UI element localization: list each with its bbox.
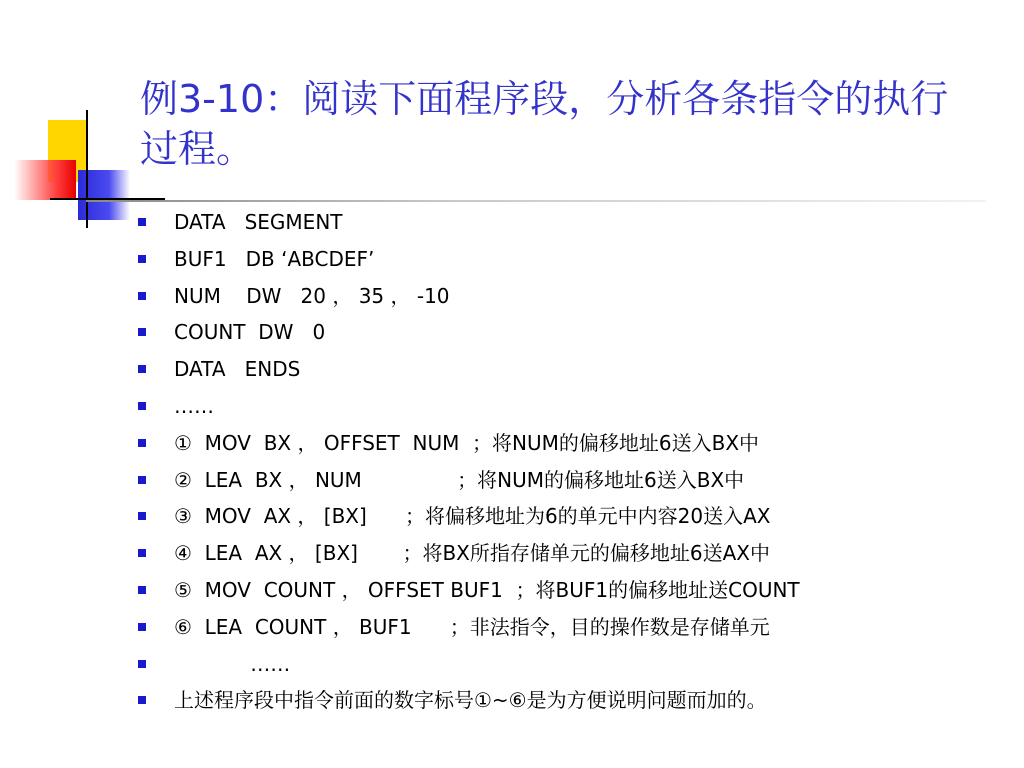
list-item: [138, 204, 998, 241]
list-item: [138, 278, 998, 315]
list-item: [138, 572, 998, 609]
list-item: [138, 462, 998, 499]
title-divider: [86, 200, 986, 202]
square-bullet-icon: [138, 218, 146, 226]
list-item: [138, 388, 998, 425]
list-item-text: ③ MOV AX ， [BX] ；将偏移地址为6的单元中内容20送入AX: [174, 504, 771, 529]
list-item: [138, 351, 998, 388]
square-bullet-icon: [138, 623, 146, 631]
list-item-text: COUNT DW 0: [174, 320, 326, 345]
square-bullet-icon: [138, 586, 146, 594]
logo-red-block: [14, 160, 76, 200]
list-item-text: 上述程序段中指令前面的数字标号①~⑥是为方便说明问题而加的。: [174, 688, 767, 713]
list-item-text: NUM DW 20 ， 35 ， -10: [174, 283, 450, 308]
list-item: [138, 314, 998, 351]
list-item-text: DATA SEGMENT: [174, 210, 343, 234]
list-item: [138, 498, 998, 535]
square-bullet-icon: [138, 365, 146, 373]
list-item: [138, 682, 998, 719]
list-item: [138, 241, 998, 278]
square-bullet-icon: [138, 476, 146, 484]
square-bullet-icon: [138, 255, 146, 263]
list-item-text: ④ LEA AX ， [BX] ；将BX所指存储单元的偏移地址6送AX中: [174, 541, 770, 566]
list-item: [138, 425, 998, 462]
slide-title: 例3-10：阅读下面程序段，分析各条指令的执行过程。: [140, 77, 949, 171]
bullet-list: [138, 204, 998, 719]
logo-vertical-line: [86, 110, 88, 228]
square-bullet-icon: [138, 328, 146, 336]
list-item-text: ② LEA BX ， NUM ；将NUM的偏移地址6送入BX中: [174, 467, 745, 492]
list-item: [138, 535, 998, 572]
list-item-text: ⑤ MOV COUNT ， OFFSET BUF1 ；将BUF1的偏移地址送COUNT: [174, 577, 800, 602]
list-item-text: ① MOV BX ， OFFSET NUM ；将NUM的偏移地址6送入BX中: [174, 430, 760, 455]
list-item-text: BUF1 DB ‘ABCDEF’: [174, 246, 375, 271]
list-item-text: ⑥ LEA COUNT ， BUF1 ；非法指令，目的操作数是存储单元: [174, 614, 770, 639]
square-bullet-icon: [138, 512, 146, 520]
list-item: [138, 609, 998, 646]
square-bullet-icon: [138, 549, 146, 557]
list-item-text: ……: [174, 651, 291, 676]
list-item-text: ……: [174, 393, 214, 418]
square-bullet-icon: [138, 292, 146, 300]
list-item-text: DATA ENDS: [174, 357, 301, 382]
list-item: [138, 646, 998, 683]
square-bullet-icon: [138, 696, 146, 704]
square-bullet-icon: [138, 402, 146, 410]
square-bullet-icon: [138, 660, 146, 668]
square-bullet-icon: [138, 439, 146, 447]
